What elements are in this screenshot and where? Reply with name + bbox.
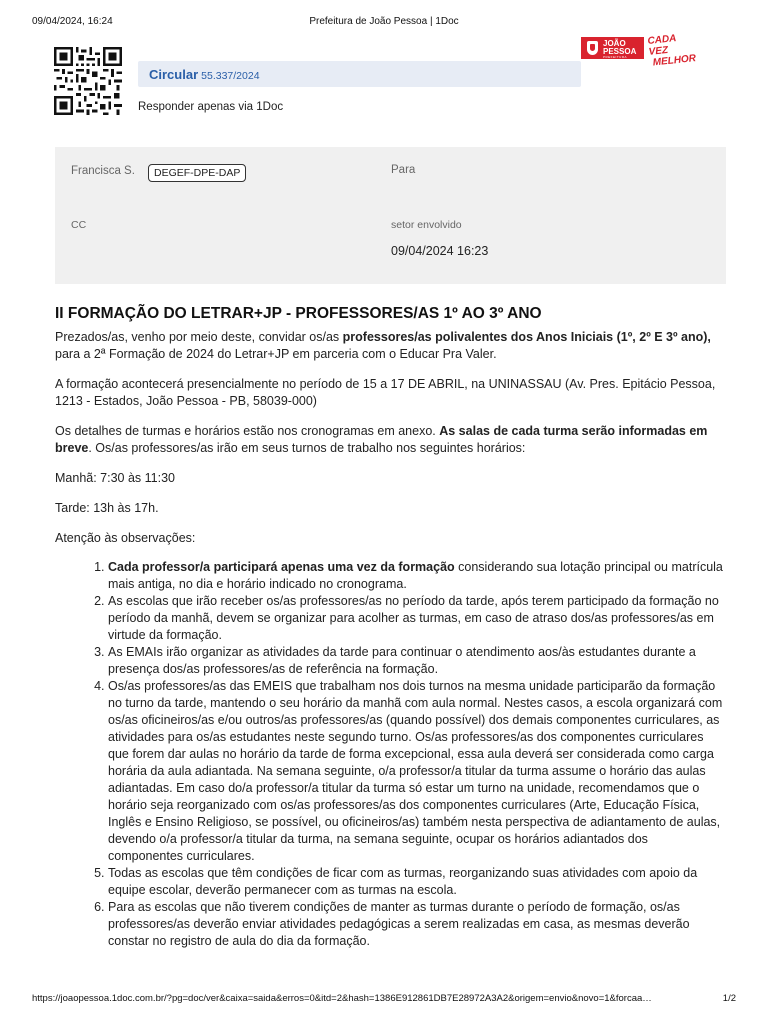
schedule-afternoon: Tarde: 13h às 17h. [55,501,159,515]
circular-label: Circular 55.337/2024 [149,67,260,82]
circular-header [138,61,581,87]
prefeitura-logo [581,33,697,69]
attention-heading: Atenção às observações: [55,531,196,545]
logo-badge [581,37,644,59]
to-label: Para [391,164,416,176]
logo-line2: PESSOA [603,47,637,56]
paragraph-invitation: Prezados/as, venho por meio deste, convidar os/as professores/as polivalentes dos Anos Iniciais (1º, 2º E 3º ano), para a 2ª Formação de 2024 do Letrar+JP em parceria com o Educar Pra Valer. [55,330,711,361]
list-item: 2. As escolas que irão receber os/as professores/as no período da tarde, após terem participado da formação no período da manhã, devem se organizar para acolher as turmas, em caso de atraso dos/as professores/as em virtude da formação. [108,593,725,644]
sector-label: setor envolvido [391,219,462,231]
list-item: 4. Os/as professores/as das EMEIS que trabalham nos dois turnos na mesma unidade participarão da formação no turno da tarde, mantendo o seu horário da manhã com aula normal. Nestes casos, a escola organizará com os/as oficineiros/as e/ou outros/as professores/as (quando possível) dos demais componentes curriculares, as atividades para os/as estudantes neste segundo turno. Os/as professores/as dos componentes curriculares que forem dar aulas no horário da tarde de forma excepcional, essa aula deverá ser considerada como carga horária da aula adiantada. Na semana seguinte, o/a professor/a titular da turma assume o horário das aulas adiantadas. Em caso do/a professor/a titular da turma só estar um turno na unidade, recomendamos que o horário seja reorganizado com os/as professores/as dos componentes curriculares (Arte, Educação Física, Inglês e Ensino Religioso, se possível, ou oficineiros/as) também nesta perspectiva de adiantamento de aulas, devendo o/a professor/a titular da turma, na semana seguinte, ocupar os horários adiantados dos componentes curriculares. [108,678,725,865]
cc-label: CC [71,219,87,231]
circular-number: 55.337/2024 [201,70,260,82]
qr-code-icon [54,47,122,115]
schedule-morning: Manhã: 7:30 às 11:30 [55,471,175,485]
logo-slogan: CADA VEZ MELHOR [647,33,697,69]
print-footer [32,993,736,1007]
print-header [32,16,736,30]
print-url[interactable]: https://joaopessoa.1doc.com.br/?pg=doc/ver&caixa=saida&erros=0&itd=2&hash=1386E912861DB7E28972A3A2&origem=envio&novo=1&forcaa… [32,993,652,1004]
logo-line3: PREFEITURA [603,55,628,59]
department-badge[interactable]: DEGEF-DPE-DAP [148,164,246,182]
list-item: 5. Todas as escolas que têm condições de ficar com as turmas, reorganizando suas atividades com apoio da equipe escolar, deverão permanecer com as turmas na escola. [108,865,725,899]
document-title: II FORMAÇÃO DO LETRAR+JP - PROFESSORES/AS 1º AO 3º ANO [55,305,542,322]
list-item: 6. Para as escolas que não tiverem condições de manter as turmas durante o período de formação, os/as professores/as deverão enviar atividades pedagógicas a serem realizadas em casa, as mesmas deverão constar no registro de aula do dia da formação. [108,899,725,950]
list-item: 1. Cada professor/a participará apenas uma vez da formação considerando sua lotação principal ou matrícula mais antiga, no dia e horário indicado no cronograma. [108,559,725,593]
document-date: 09/04/2024 16:23 [391,244,489,258]
shield-icon [587,41,598,55]
logo-line1: JOÃO [603,39,626,48]
sender-name: Francisca S. [71,165,135,177]
reply-note: Responder apenas via 1Doc [138,101,284,113]
paragraph-location: A formação acontecerá presencialmente no período de 15 a 17 DE ABRIL, na UNINASSAU (Av. Pres. Epitácio Pessoa, 1213 - Estados, João Pessoa - PB, 58039-000) [55,377,716,408]
print-datetime: 09/04/2024, 16:24 [32,16,113,27]
observations-list [55,559,725,950]
print-page-title: Prefeitura de João Pessoa | 1Doc [309,16,459,27]
list-item: 3. As EMAIs irão organizar as atividades da tarde para continuar o atendimento aos/às estudantes durante a presença dos/as professores/as de referência na formação. [108,644,725,678]
document-body [55,329,725,950]
paragraph-details: Os detalhes de turmas e horários estão nos cronogramas em anexo. As salas de cada turma serão informadas em breve. Os/as professores/as irão em seus turnos de trabalho nos seguintes horários: [55,424,708,455]
page-number: 1/2 [722,993,736,1004]
